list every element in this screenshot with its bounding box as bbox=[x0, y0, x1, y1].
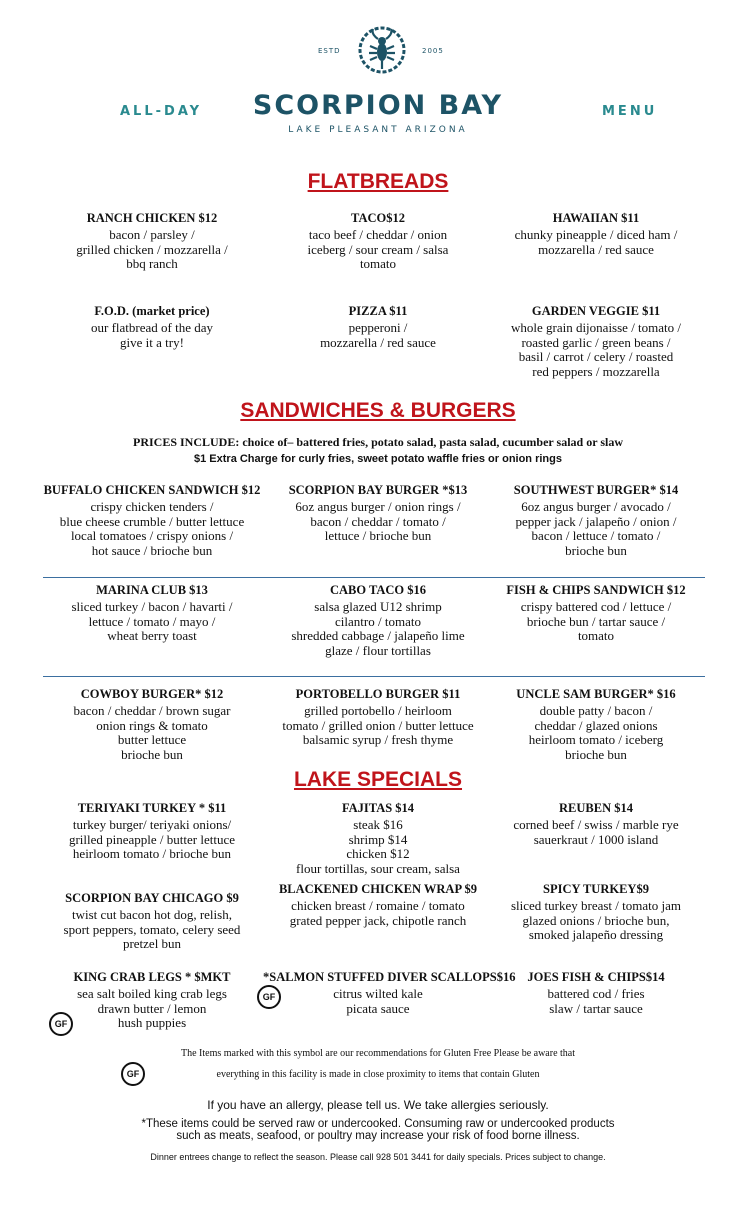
menu-item-description: whole grain dijonaisse / tomato / bbox=[510, 320, 682, 335]
menu-item-title: F.O.D. (market price) bbox=[94, 304, 210, 318]
menu-item-description: steak $16 bbox=[353, 817, 403, 832]
menu-item-description: lettuce / brioche bun bbox=[324, 528, 432, 543]
menu-item-description: glazed onions / brioche bun, bbox=[522, 912, 670, 928]
gf-note-line1: The Items marked with this symbol are our recommendations for Gluten Free Please be aware that bbox=[180, 1048, 576, 1059]
menu-item-description: picata sauce bbox=[346, 1000, 410, 1016]
menu-item-description: sliced turkey breast / tomato jam bbox=[510, 898, 682, 913]
menu-item-description: cilantro / tomato bbox=[335, 613, 421, 629]
menu-item bbox=[37, 800, 267, 862]
menu-item-title: KING CRAB LEGS * $MKT bbox=[73, 970, 231, 984]
menu-item bbox=[481, 482, 711, 558]
dinner-note: Dinner entrees change to reflect the season. Please call 928 501 3441 for daily specials. Prices subject to change. bbox=[150, 1152, 606, 1162]
menu-item-title: UNCLE SAM BURGER* $16 bbox=[516, 687, 676, 701]
menu-item bbox=[481, 800, 711, 847]
section-flatbreads: FLATBREADS bbox=[307, 170, 449, 193]
menu-item-title: SOUTHWEST BURGER* $14 bbox=[513, 483, 679, 497]
menu-item-description: drawn butter / lemon bbox=[97, 1000, 207, 1016]
menu-item-title: GARDEN VEGGIE $11 bbox=[531, 304, 661, 318]
menu-item-description: cheddar / glazed onions bbox=[534, 717, 658, 733]
menu-item-description: bacon / lettuce / tomato / bbox=[531, 528, 661, 543]
menu-item-description: grilled chicken / mozzarella / bbox=[76, 241, 228, 257]
menu-item bbox=[37, 969, 267, 1031]
menu-item-description: battered cod / fries bbox=[547, 986, 645, 1001]
menu-item-description: tomato bbox=[577, 628, 615, 643]
gf-note-line2: everything in this facility is made in close proximity to items that contain Gluten bbox=[216, 1069, 540, 1080]
menu-item-description: chicken breast / romaine / tomato bbox=[291, 898, 465, 913]
section-sandwiches: SANDWICHES & BURGERS bbox=[240, 399, 516, 422]
menu-item-title: COWBOY BURGER* $12 bbox=[80, 687, 224, 701]
menu-item bbox=[263, 210, 493, 272]
menu-item-description: 6oz angus burger / avocado / bbox=[521, 499, 671, 514]
menu-item-title: REUBEN $14 bbox=[559, 801, 633, 815]
menu-item bbox=[481, 210, 711, 257]
menu-item-title: SCORPION BAY CHICAGO $9 bbox=[65, 891, 239, 905]
menu-item-description: grilled portobello / heirloom bbox=[304, 703, 452, 718]
divider bbox=[43, 577, 705, 578]
menu-item-description: bbq ranch bbox=[126, 256, 178, 271]
menu-item-description: brioche bun bbox=[121, 746, 183, 762]
raw-warning-line1: *These items could be served raw or undercooked. Consuming raw or undercooked products bbox=[141, 1118, 615, 1130]
all-day-label: ALL-DAY bbox=[120, 104, 203, 119]
menu-item-description: crispy chicken tenders / bbox=[90, 499, 214, 514]
menu-item-description: bacon / parsley / bbox=[109, 227, 195, 242]
menu-item-description: grated pepper jack, chipotle ranch bbox=[289, 912, 467, 928]
menu-item-description: corned beef / swiss / marble rye bbox=[513, 817, 679, 832]
gluten-free-icon: GF bbox=[121, 1062, 145, 1086]
raw-warning-line2: such as meats, seafood, or poultry may increase your risk of food borne illness. bbox=[176, 1130, 580, 1142]
menu-item-description: red peppers / mozzarella bbox=[532, 363, 660, 379]
menu-item bbox=[481, 582, 711, 644]
menu-item-description: sport peppers, tomato, celery seed bbox=[63, 921, 241, 937]
menu-item-description: taco beef / cheddar / onion bbox=[308, 227, 448, 242]
menu-item-description: brioche bun / tartar sauce / bbox=[526, 613, 666, 629]
menu-label: MENU bbox=[602, 104, 658, 119]
menu-item-title: BLACKENED CHICKEN WRAP $9 bbox=[278, 882, 478, 896]
section-lake-specials: LAKE SPECIALS bbox=[293, 768, 463, 791]
menu-item-title: PORTOBELLO BURGER $11 bbox=[295, 687, 461, 701]
menu-item-description: pretzel bun bbox=[122, 936, 182, 951]
extra-charge-note: $1 Extra Charge for curly fries, sweet potato waffle fries or onion rings bbox=[194, 453, 562, 465]
brand-subtitle: LAKE PLEASANT ARIZONA bbox=[288, 125, 468, 135]
menu-item-description: balsamic syrup / fresh thyme bbox=[302, 732, 454, 747]
menu-item-description: shrimp $14 bbox=[348, 831, 408, 847]
menu-item bbox=[263, 582, 493, 658]
menu-item-description: mozzarella / red sauce bbox=[320, 334, 436, 350]
menu-item-description: heirloom tomato / iceberg bbox=[528, 732, 664, 747]
menu-item-description: brioche bun bbox=[565, 542, 627, 558]
menu-item-title: SCORPION BAY BURGER *$13 bbox=[288, 483, 468, 497]
menu-item bbox=[481, 881, 711, 943]
menu-item-description: butter lettuce bbox=[117, 732, 187, 747]
menu-item-description: crispy battered cod / lettuce / bbox=[520, 599, 672, 614]
prices-include-note: PRICES INCLUDE: choice of– battered fries, potato salad, pasta salad, cucumber salad or slaw bbox=[132, 435, 623, 449]
menu-item-title: SPICY TURKEY$9 bbox=[543, 882, 649, 896]
menu-item-title: *SALMON STUFFED DIVER SCALLOPS$16 bbox=[263, 970, 516, 984]
menu-item-description: flour tortillas, sour cream, salsa bbox=[296, 860, 460, 876]
menu-item-description: bacon / cheddar / brown sugar bbox=[73, 703, 231, 718]
allergy-note: If you have an allergy, please tell us. We take allergies seriously. bbox=[207, 1098, 549, 1112]
menu-item-description: double patty / bacon / bbox=[539, 703, 653, 718]
menu-item-title: RANCH CHICKEN $12 bbox=[86, 211, 218, 225]
menu-item-description: wheat berry toast bbox=[107, 628, 197, 643]
menu-item-description: give it a try! bbox=[120, 334, 184, 350]
gluten-free-icon: GF bbox=[49, 1012, 73, 1036]
menu-item bbox=[37, 482, 267, 558]
menu-item-title: TACO$12 bbox=[351, 211, 405, 225]
menu-item-description: slaw / tartar sauce bbox=[549, 1000, 643, 1016]
menu-item-description: chicken $12 bbox=[346, 846, 410, 861]
menu-item bbox=[263, 800, 493, 876]
menu-item-description: roasted garlic / green beans / bbox=[521, 334, 671, 350]
menu-item-description: smoked jalapeño dressing bbox=[528, 927, 664, 942]
year-label: 2005 bbox=[422, 47, 444, 55]
menu-item-title: PIZZA $11 bbox=[348, 304, 408, 318]
menu-item-description: local tomatoes / crispy onions / bbox=[70, 528, 234, 543]
menu-item-description: twist cut bacon hot dog, relish, bbox=[72, 907, 232, 922]
menu-item-title: FISH & CHIPS SANDWICH $12 bbox=[506, 583, 686, 597]
menu-item-description: sliced turkey / bacon / havarti / bbox=[71, 599, 233, 614]
menu-item-description: heirloom tomato / brioche bun bbox=[72, 846, 232, 861]
menu-item-description: hush puppies bbox=[117, 1015, 187, 1030]
menu-item-description: onion rings & tomato bbox=[96, 717, 208, 733]
menu-item bbox=[481, 686, 711, 762]
menu-item bbox=[481, 303, 711, 379]
menu-item-description: pepper jack / jalapeño / onion / bbox=[515, 513, 677, 529]
menu-item-description: shredded cabbage / jalapeño lime bbox=[291, 628, 465, 643]
menu-item-description: sauerkraut / 1000 island bbox=[533, 831, 659, 847]
menu-item-description: mozzarella / red sauce bbox=[538, 241, 654, 257]
menu-item-description: brioche bun bbox=[565, 746, 627, 762]
menu-item-title: JOES FISH & CHIPS$14 bbox=[527, 970, 665, 984]
menu-item-description: sea salt boiled king crab legs bbox=[77, 986, 227, 1001]
menu-item bbox=[37, 686, 267, 762]
divider bbox=[43, 676, 705, 677]
menu-item bbox=[481, 969, 711, 1016]
menu-item bbox=[37, 582, 267, 644]
menu-item-title: BUFFALO CHICKEN SANDWICH $12 bbox=[43, 483, 261, 497]
menu-item bbox=[263, 686, 493, 748]
menu-item-description: 6oz angus burger / onion rings / bbox=[295, 499, 461, 514]
estd-label: ESTD bbox=[318, 47, 341, 55]
menu-item bbox=[37, 303, 267, 350]
menu-item-title: FAJITAS $14 bbox=[341, 801, 415, 815]
menu-item-description: chunky pineapple / diced ham / bbox=[514, 227, 678, 242]
menu-item-description: lettuce / tomato / mayo / bbox=[88, 613, 216, 629]
menu-item-title: CABO TACO $16 bbox=[329, 583, 427, 597]
menu-item-description: pepperoni / bbox=[348, 320, 408, 335]
menu-item-description: blue cheese crumble / butter lettuce bbox=[59, 513, 245, 529]
menu-item-description: turkey burger/ teriyaki onions/ bbox=[72, 817, 232, 832]
menu-item-description: tomato / grilled onion / butter lettuce bbox=[282, 717, 474, 733]
menu-item bbox=[263, 881, 493, 928]
menu-item bbox=[263, 482, 493, 544]
menu-item bbox=[263, 303, 493, 350]
menu-item-description: glaze / flour tortillas bbox=[325, 642, 431, 658]
menu-item bbox=[263, 969, 516, 1016]
menu-item-description: basil / carrot / celery / roasted bbox=[518, 349, 674, 364]
scorpion-logo bbox=[357, 24, 407, 76]
brand-name: SCORPION BAY bbox=[252, 90, 504, 121]
menu-item-description: our flatbread of the day bbox=[90, 320, 213, 335]
menu-item-title: MARINA CLUB $13 bbox=[96, 583, 208, 597]
menu-item-title: TERIYAKI TURKEY * $11 bbox=[77, 801, 227, 815]
menu-item-description: hot sauce / brioche bun bbox=[91, 542, 213, 558]
menu-item bbox=[37, 890, 267, 952]
menu-item-title: HAWAIIAN $11 bbox=[552, 211, 640, 225]
menu-item-description: citrus wilted kale bbox=[333, 986, 423, 1001]
menu-item-description: tomato bbox=[359, 256, 397, 271]
menu-item-description: salsa glazed U12 shrimp bbox=[314, 599, 442, 614]
menu-item-description: grilled pineapple / butter lettuce bbox=[68, 831, 236, 847]
gluten-free-icon: GF bbox=[257, 985, 281, 1009]
menu-item-description: iceberg / sour cream / salsa bbox=[307, 241, 449, 257]
menu-item-description: bacon / cheddar / tomato / bbox=[310, 513, 446, 529]
menu-item bbox=[37, 210, 267, 272]
